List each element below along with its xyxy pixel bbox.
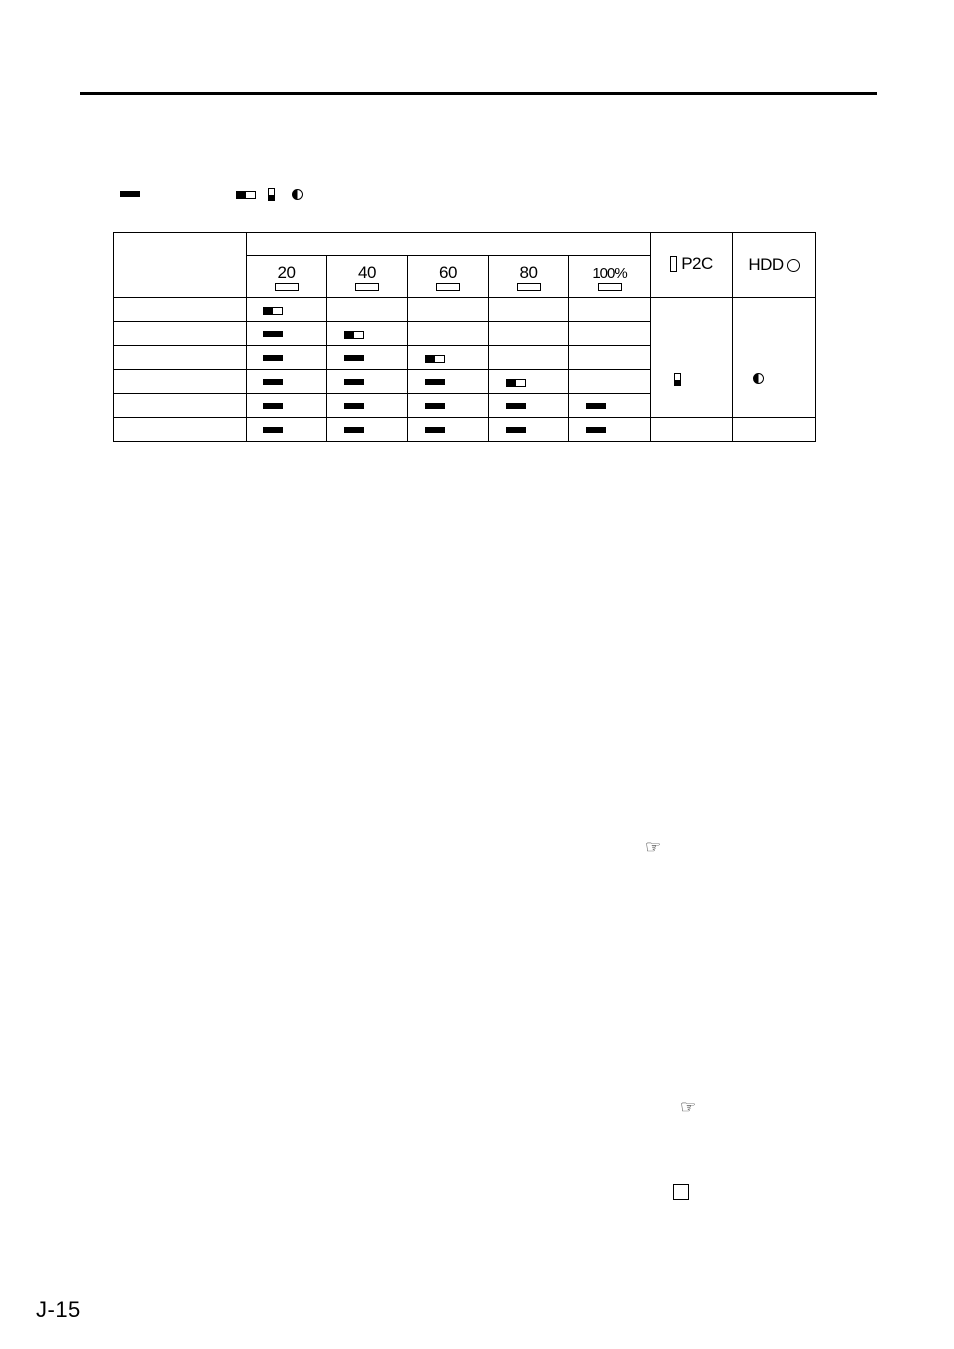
progress-cell xyxy=(569,394,651,418)
bar-full-icon xyxy=(586,427,606,433)
progress-cell xyxy=(489,394,569,418)
square-icon xyxy=(673,1184,689,1200)
progress-cell xyxy=(247,298,327,322)
progress-box-icon xyxy=(275,283,299,291)
bar-half-icon xyxy=(236,191,256,199)
hdd-state-cell xyxy=(733,298,816,418)
progress-cell xyxy=(327,322,408,346)
progress-cell xyxy=(327,418,408,442)
status-rows xyxy=(114,298,816,442)
bar-full-icon xyxy=(506,403,526,409)
bar-half-icon xyxy=(344,331,364,339)
progress-cell xyxy=(247,346,327,370)
progress-header-100 xyxy=(569,256,651,298)
pointing-hand-icon: ☞ xyxy=(680,1097,697,1117)
progress-cell xyxy=(569,370,651,394)
progress-cell xyxy=(408,418,489,442)
progress-cell xyxy=(247,418,327,442)
progress-cell xyxy=(408,370,489,394)
legend xyxy=(0,188,954,204)
progress-cell xyxy=(247,370,327,394)
bar-full-icon xyxy=(263,403,283,409)
table-row xyxy=(114,418,816,442)
progress-cell xyxy=(327,394,408,418)
bar-full-icon xyxy=(263,379,283,385)
progress-label: 100% xyxy=(592,265,627,282)
progress-cell xyxy=(489,418,569,442)
row-label-cell xyxy=(114,394,247,418)
progress-cell xyxy=(408,298,489,322)
progress-label: 20 xyxy=(277,263,296,282)
p2c-header-label: P2C xyxy=(681,253,713,273)
bar-full-icon xyxy=(263,427,283,433)
progress-box-icon xyxy=(436,283,460,291)
half-moon-icon xyxy=(753,373,764,384)
progress-box-icon xyxy=(598,283,622,291)
bar-full-icon xyxy=(344,403,364,409)
progress-cell xyxy=(327,370,408,394)
progress-header-60 xyxy=(408,256,489,298)
bar-half-icon xyxy=(506,379,526,387)
progress-cell xyxy=(489,346,569,370)
progress-cell xyxy=(569,298,651,322)
row-label-cell xyxy=(114,322,247,346)
page-number: J-15 xyxy=(36,1297,81,1322)
bar-full-icon xyxy=(263,331,283,337)
progress-cell xyxy=(408,346,489,370)
progress-box-icon xyxy=(517,283,541,291)
progress-cell xyxy=(489,370,569,394)
hdd-header xyxy=(733,233,816,298)
status-table xyxy=(113,232,816,442)
p2c-state-cell xyxy=(651,298,733,418)
row-label-cell xyxy=(114,370,247,394)
pointing-hand-icon: ☞ xyxy=(645,837,662,857)
bar-full-icon xyxy=(263,355,283,361)
p2c-header xyxy=(651,233,733,298)
vertical-half-bar-icon xyxy=(674,373,681,386)
half-moon-icon xyxy=(292,189,303,200)
progress-cell xyxy=(327,298,408,322)
hdd-header-label: HDD xyxy=(748,255,784,274)
progress-group-header xyxy=(247,233,651,256)
p2c-empty-cell xyxy=(651,418,733,442)
bar-full-icon xyxy=(586,403,606,409)
bar-full-icon xyxy=(344,379,364,385)
vertical-half-bar-icon xyxy=(268,188,275,201)
table-row xyxy=(114,298,816,322)
progress-cell xyxy=(569,346,651,370)
row-label-cell xyxy=(114,346,247,370)
progress-header-80 xyxy=(489,256,569,298)
bar-full-icon xyxy=(344,427,364,433)
circle-icon xyxy=(787,259,800,272)
row-label-cell xyxy=(114,298,247,322)
small-square-icon xyxy=(670,256,677,272)
progress-box-icon xyxy=(355,283,379,291)
row-label-cell xyxy=(114,418,247,442)
bar-full-icon xyxy=(506,427,526,433)
bar-half-icon xyxy=(425,355,445,363)
progress-cell xyxy=(408,394,489,418)
progress-cell xyxy=(489,298,569,322)
progress-cell xyxy=(327,346,408,370)
label-header-cell xyxy=(114,233,247,298)
progress-cell xyxy=(408,322,489,346)
progress-cell xyxy=(247,322,327,346)
progress-label: 40 xyxy=(358,263,376,282)
bar-full-icon xyxy=(120,191,140,197)
bar-full-icon xyxy=(425,427,445,433)
progress-cell xyxy=(489,322,569,346)
progress-header-40 xyxy=(327,256,408,298)
hdd-empty-cell xyxy=(733,418,816,442)
progress-header-20 xyxy=(247,256,327,298)
progress-cell xyxy=(569,418,651,442)
bar-full-icon xyxy=(425,379,445,385)
progress-cell xyxy=(569,322,651,346)
progress-label: 80 xyxy=(519,263,538,282)
progress-cell xyxy=(247,394,327,418)
bar-full-icon xyxy=(425,403,445,409)
bar-half-icon xyxy=(263,307,283,315)
bar-full-icon xyxy=(344,355,364,361)
header-rule xyxy=(80,92,877,95)
progress-label: 60 xyxy=(439,263,457,282)
